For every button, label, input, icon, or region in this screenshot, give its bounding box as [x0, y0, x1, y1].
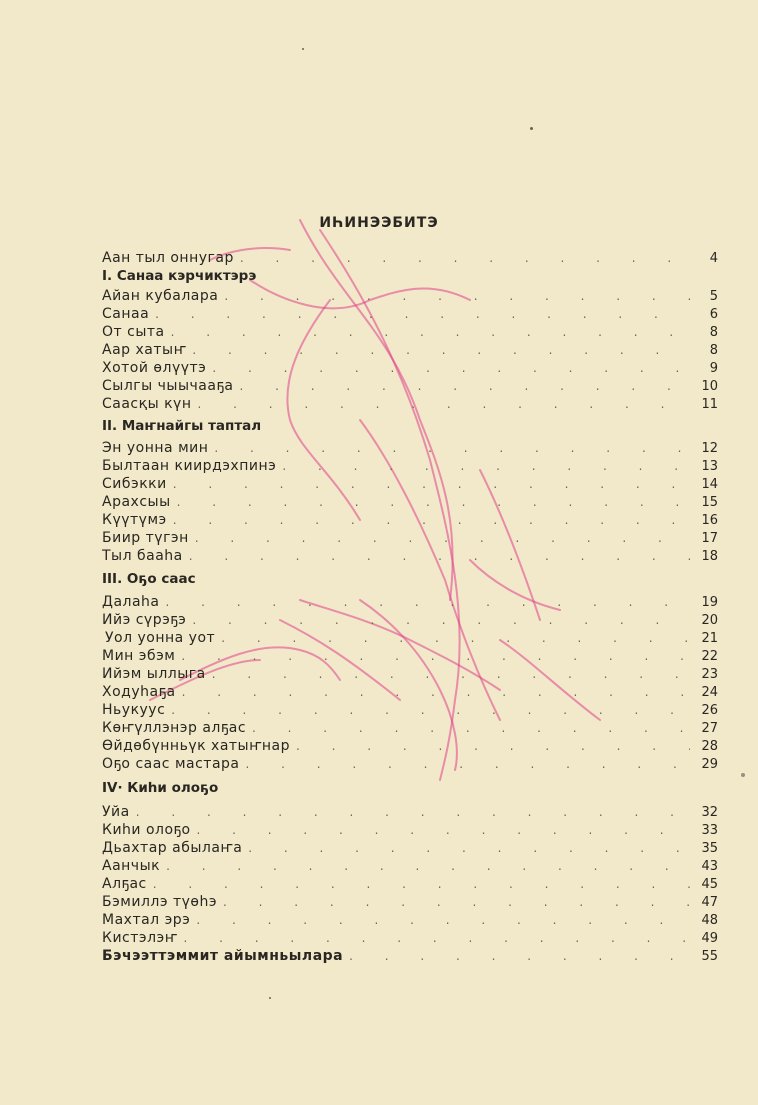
dot-leader — [183, 929, 690, 947]
toc-row — [102, 547, 718, 565]
toc-row — [102, 377, 718, 395]
toc-entry-title: Сибэкки — [102, 476, 167, 492]
toc-entry-title: Ходуһаҕа — [102, 684, 176, 700]
toc-page-number: 20 — [701, 613, 718, 628]
toc-row — [102, 719, 718, 737]
toc-entry-title: Санаа — [102, 306, 150, 322]
toc-entry-title: Мин эбэм — [102, 648, 176, 664]
toc-page-number: 18 — [701, 549, 718, 564]
toc-final-row — [102, 947, 718, 965]
dot-leader — [246, 755, 691, 773]
toc-entry-title: От сыта — [102, 324, 165, 340]
dot-leader — [173, 511, 690, 529]
toc-entry-title: Саасқы күн — [102, 396, 192, 412]
dot-leader — [177, 493, 690, 511]
dot-leader — [252, 719, 690, 737]
dot-leader — [198, 395, 691, 413]
toc-page-number: 8 — [709, 343, 718, 358]
toc-entry-title: Аар хатыҥ — [102, 342, 187, 358]
toc-row — [102, 911, 718, 929]
toc-entry-title: Бэмиллэ түөһэ — [102, 894, 218, 910]
dot-leader — [248, 839, 690, 857]
toc-row — [102, 493, 718, 511]
toc-entry-title: Ийэ сүрэҕэ — [102, 612, 187, 628]
dot-leader — [155, 305, 690, 323]
toc-page-number: 26 — [701, 703, 718, 718]
toc-entry-title: Кистэлэҥ — [102, 930, 178, 946]
toc-row — [102, 665, 718, 683]
toc-row — [102, 701, 718, 719]
section-heading: IV· Киһи олоҕо — [102, 780, 219, 796]
dot-leader — [181, 647, 690, 665]
toc-entry-title: Эн уонна мин — [102, 440, 209, 456]
toc-entry-title: Көҥүллэнэр алҕас — [102, 720, 247, 736]
dot-leader — [296, 737, 690, 755]
toc-entry-title: Тыл бааһа — [102, 548, 183, 564]
toc-entry-title: Былтаан киирдэхпинэ — [102, 458, 277, 474]
dot-leader — [173, 475, 690, 493]
toc-row — [102, 323, 718, 341]
toc-row — [102, 755, 718, 773]
dot-leader — [192, 341, 690, 359]
section-heading: I. Санаа кэрчиктэрэ — [102, 268, 257, 284]
toc-page-number: 11 — [701, 397, 718, 412]
toc-entry-title: Дьахтар абылаҥа — [102, 840, 243, 856]
dot-leader — [192, 611, 690, 629]
dot-leader — [223, 893, 690, 911]
toc-page-number: 27 — [701, 721, 718, 736]
dot-leader — [153, 875, 690, 893]
toc-entry-title: Бэчээттэммит айымньылара — [102, 948, 344, 964]
toc-entry-title: Биир түгэн — [102, 530, 189, 546]
dot-leader — [166, 857, 690, 875]
toc-page-number: 55 — [701, 949, 718, 964]
toc-page-number: 45 — [701, 877, 718, 892]
toc-row — [102, 893, 718, 911]
toc-entry-title: Оҕо саас мастара — [102, 756, 240, 772]
toc-entry-title: Аанчык — [102, 858, 161, 874]
toc-page-number: 17 — [701, 531, 718, 546]
toc-row — [102, 439, 718, 457]
dot-leader — [240, 249, 690, 267]
toc-entry-title: Далаһа — [102, 594, 160, 610]
section-heading: II. Маҥнайгы таптал — [102, 418, 262, 434]
dot-leader — [221, 629, 690, 647]
toc-row — [102, 341, 718, 359]
paper-speck — [302, 48, 304, 50]
toc-page-number: 23 — [701, 667, 718, 682]
dot-leader — [136, 803, 690, 821]
toc-row — [102, 857, 718, 875]
paper-speck — [741, 773, 745, 777]
dot-leader — [197, 821, 690, 839]
toc-page-number: 9 — [709, 361, 718, 376]
paper-speck — [269, 997, 271, 999]
toc-entry-title: Махтал эрэ — [102, 912, 191, 928]
dot-leader — [212, 359, 690, 377]
paper-speck — [530, 127, 533, 130]
toc-row — [102, 611, 718, 629]
toc-row — [102, 821, 718, 839]
toc-row — [102, 287, 718, 305]
toc-page-number: 21 — [701, 631, 718, 646]
toc-page-number: 12 — [701, 441, 718, 456]
toc-entry-title: Арахсыы — [102, 494, 171, 510]
toc-page-number: 28 — [701, 739, 718, 754]
toc-page-number: 16 — [701, 513, 718, 528]
toc-page-number: 6 — [709, 307, 718, 322]
toc-entry-title: Айан кубалара — [102, 288, 219, 304]
toc-page-number: 14 — [701, 477, 718, 492]
toc-row — [102, 803, 718, 821]
dot-leader — [224, 287, 690, 305]
toc-row — [102, 647, 718, 665]
dot-leader — [189, 547, 690, 565]
toc-intro-row — [102, 249, 718, 267]
dot-leader — [196, 911, 690, 929]
toc-entry-title: Ийэм ыллыга — [102, 666, 206, 682]
toc-page-number: 5 — [709, 289, 718, 304]
toc-entry-title: Уол уонна уот — [105, 630, 216, 646]
toc-row — [102, 305, 718, 323]
dot-leader — [171, 323, 690, 341]
toc-row — [102, 839, 718, 857]
toc-page-number: 15 — [701, 495, 718, 510]
section-heading: III. Оҕо саас — [102, 571, 196, 587]
toc-entry-title: Өйдөбүнньүк хатыҥнар — [102, 738, 291, 754]
toc-row — [102, 875, 718, 893]
dot-leader — [214, 439, 690, 457]
toc-page-number: 19 — [701, 595, 718, 610]
toc-page-number: 24 — [701, 685, 718, 700]
toc-entry-title: Күүтүмэ — [102, 512, 167, 528]
page-title: ИҺИНЭЭБИТЭ — [319, 215, 439, 231]
toc-row — [102, 457, 718, 475]
toc-row — [102, 359, 718, 377]
toc-entry-title: Киһи олоҕо — [102, 822, 191, 838]
dot-leader — [282, 457, 690, 475]
toc-row — [102, 593, 718, 611]
toc-page-number: 48 — [701, 913, 718, 928]
toc-page-number: 8 — [709, 325, 718, 340]
dot-leader — [166, 593, 691, 611]
toc-page-number: 33 — [701, 823, 718, 838]
toc-page-number: 43 — [701, 859, 718, 874]
toc-page-number: 29 — [701, 757, 718, 772]
dot-leader — [182, 683, 690, 701]
toc-page-number: 4 — [709, 251, 718, 266]
toc-page-number: 35 — [701, 841, 718, 856]
dot-leader — [212, 665, 690, 683]
toc-entry-title: Сылгы чыычааҕа — [102, 378, 234, 394]
toc-page-number: 13 — [701, 459, 718, 474]
toc-row — [102, 529, 718, 547]
toc-page-number: 22 — [701, 649, 718, 664]
dot-leader — [195, 529, 690, 547]
toc-entry-title: Алҕас — [102, 876, 147, 892]
dot-leader — [171, 701, 690, 719]
toc-page-number: 32 — [701, 805, 718, 820]
toc-row — [102, 929, 718, 947]
table-of-contents — [102, 249, 718, 965]
dot-leader — [239, 377, 690, 395]
toc-page-number: 47 — [701, 895, 718, 910]
toc-page-number: 10 — [701, 379, 718, 394]
toc-row — [102, 683, 718, 701]
toc-entry-title: Хотой өлүүтэ — [102, 360, 207, 376]
toc-entry-title: Аан тыл оннугар — [102, 250, 234, 266]
toc-page-number: 49 — [701, 931, 718, 946]
toc-entry-title: Уйа — [102, 804, 130, 820]
toc-row — [102, 395, 718, 413]
toc-row — [102, 511, 718, 529]
toc-row — [102, 629, 718, 647]
dot-leader — [349, 947, 690, 965]
toc-entry-title: Ньукуус — [102, 702, 166, 718]
toc-row — [102, 737, 718, 755]
toc-row — [102, 475, 718, 493]
